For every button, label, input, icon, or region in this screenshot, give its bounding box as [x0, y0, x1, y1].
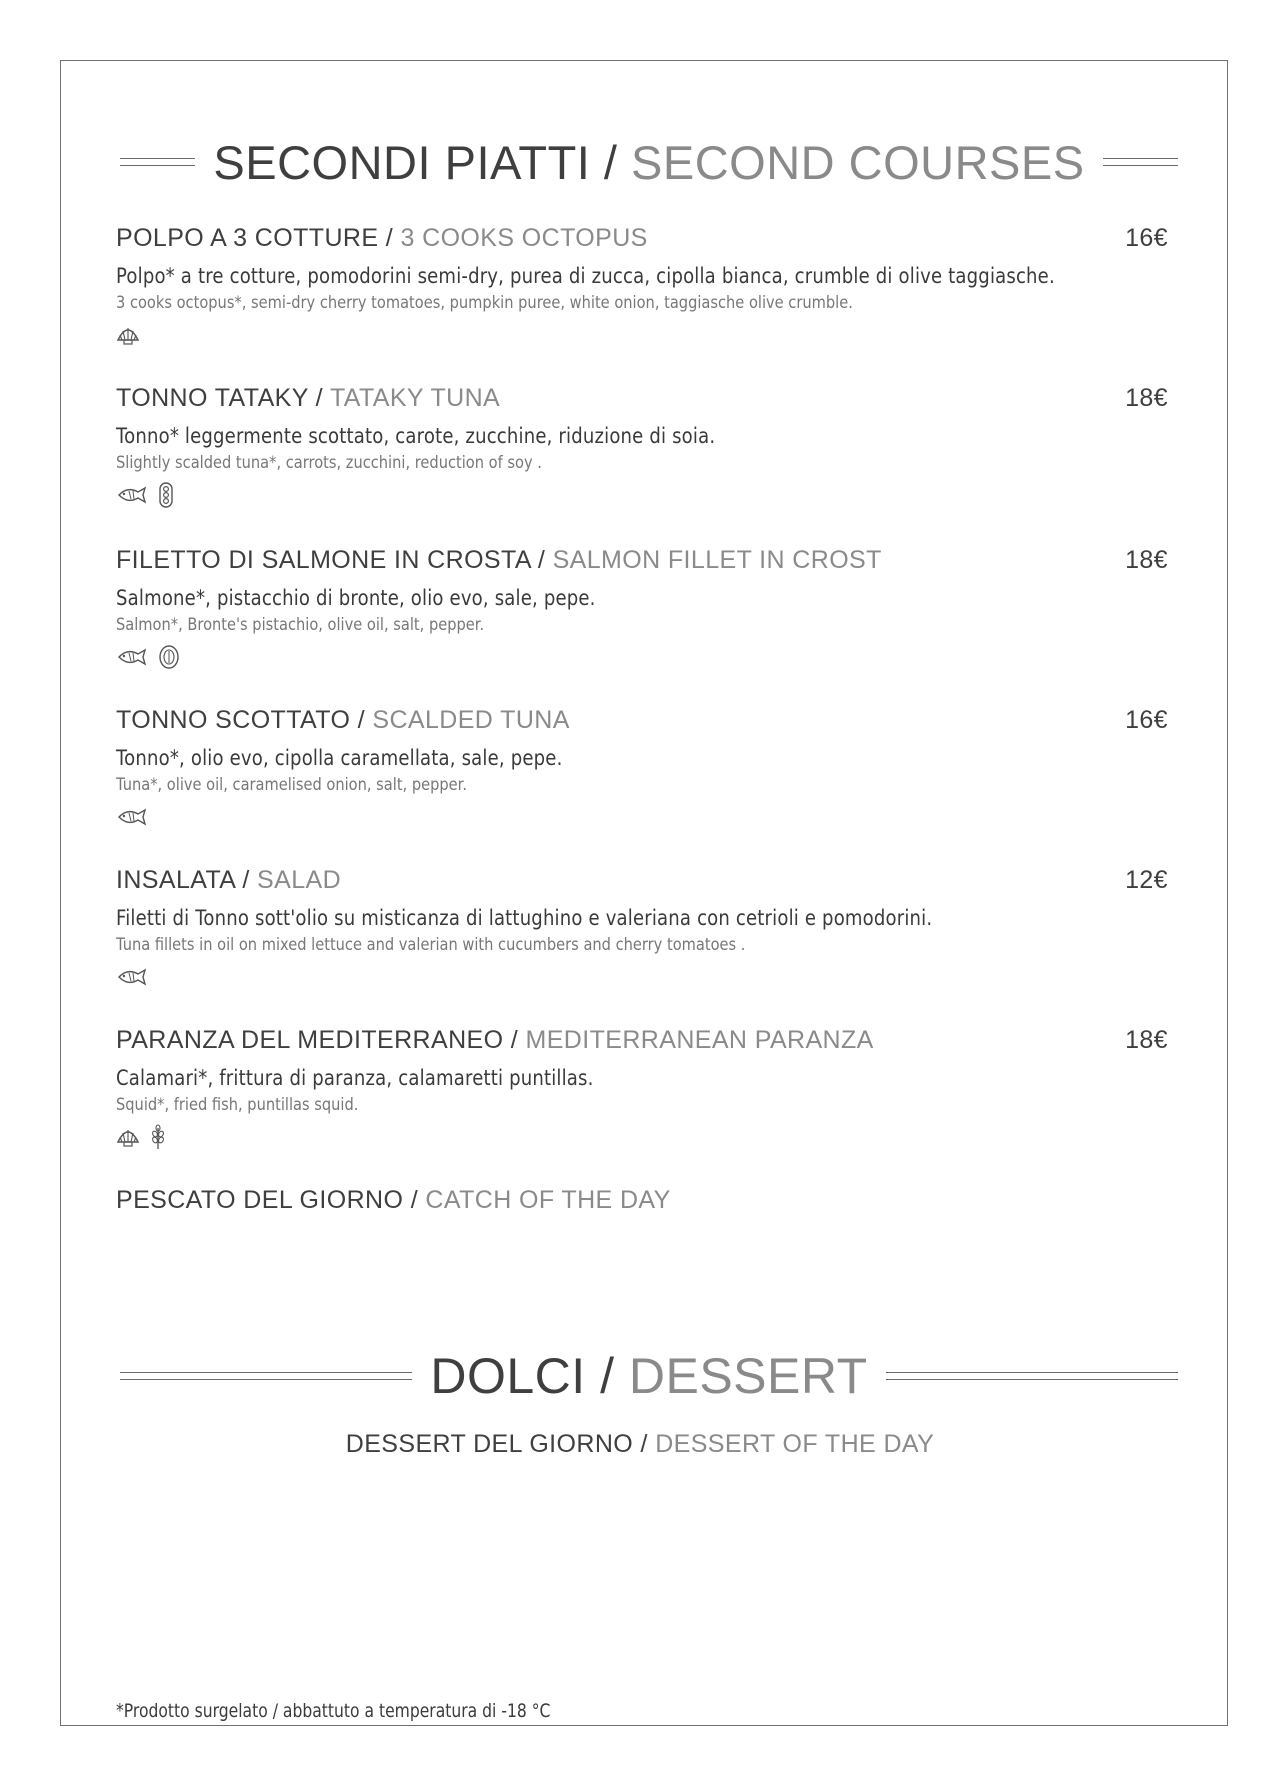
menu-item — [116, 706, 1178, 831]
title-rule-left — [120, 1372, 412, 1380]
menu-item — [116, 384, 1178, 509]
allergen-icons — [116, 1123, 1178, 1151]
menu-item-catch-of-day — [116, 1186, 1178, 1220]
item-name-english: SALAD — [257, 866, 342, 894]
item-description-italian: Calamari*, frittura di paranza, calamaretti puntillas. — [116, 1066, 594, 1090]
soy-icon — [158, 481, 174, 509]
item-price: 16€ — [1125, 706, 1168, 734]
item-description-english: Tuna fillets in oil on mixed lettuce and valerian with cucumbers and cherry tomatoes . — [116, 935, 746, 955]
fish-icon — [116, 647, 148, 667]
item-description-english: Salmon*, Bronte's pistachio, olive oil, salt, pepper. — [116, 615, 485, 635]
item-name-english: TATAKY TUNA — [329, 384, 501, 412]
item-name-italian: FILETTO DI SALMONE IN CROSTA / — [116, 546, 546, 574]
title-rule-right — [1103, 158, 1178, 166]
fish-icon — [116, 967, 148, 987]
shellfish-icon — [116, 324, 140, 346]
title-english: DESSERT — [628, 1348, 868, 1404]
allergen-icons — [116, 803, 1178, 831]
menu-item-name — [116, 224, 1178, 258]
item-name-italian: TONNO SCOTTATO / — [116, 706, 366, 734]
item-description-italian: Filetti di Tonno sott'olio su misticanza di lattughino e valeriana con cetrioli e pomodorini. — [116, 906, 933, 930]
shellfish-icon — [116, 1126, 140, 1148]
item-name-italian: POLPO A 3 COTTURE / — [116, 224, 394, 252]
item-name-italian: DESSERT DEL GIORNO / — [345, 1430, 648, 1458]
section-title-secondi — [120, 132, 1178, 192]
menu-item — [116, 1026, 1178, 1151]
item-name-english: SCALDED TUNA — [372, 706, 570, 734]
title-english: SECOND COURSES — [631, 135, 1085, 189]
menu-item-name — [116, 1186, 1178, 1220]
item-description-italian: Tonno*, olio evo, cipolla caramellata, sale, pepe. — [116, 746, 563, 770]
item-name-italian: PARANZA DEL MEDITERRANEO / — [116, 1026, 519, 1054]
title-rule-right — [886, 1372, 1178, 1380]
item-description-italian: Polpo* a tre cotture, pomodorini semi-dry, purea di zucca, cipolla bianca, crumble di olive taggiasche. — [116, 264, 1055, 288]
menu-item-name — [116, 1026, 1178, 1060]
allergen-icons — [116, 321, 1178, 349]
item-description-italian: Salmone*, pistacchio di bronte, olio evo, sale, pepe. — [116, 586, 596, 610]
item-description-english: 3 cooks octopus*, semi-dry cherry tomatoes, pumpkin puree, white onion, taggiasche olive crumble. — [116, 293, 853, 313]
item-price: 18€ — [1125, 546, 1168, 574]
section-title-text — [195, 135, 1102, 190]
item-name-english: 3 COOKS OCTOPUS — [400, 224, 648, 252]
menu-item-name — [116, 546, 1178, 580]
menu-item-name — [116, 384, 1178, 418]
allergen-icons — [116, 643, 1178, 671]
item-name-english: CATCH OF THE DAY — [425, 1186, 671, 1214]
item-name-italian: INSALATA / — [116, 866, 250, 894]
item-description-english: Squid*, fried fish, puntillas squid. — [116, 1095, 359, 1115]
item-name-italian: PESCATO DEL GIORNO / — [116, 1186, 419, 1214]
frozen-product-footnote: *Prodotto surgelato / abbattuto a temperatura di -18 °C — [116, 1700, 551, 1722]
item-description-italian: Tonno* leggermente scottato, carote, zucchine, riduzione di soia. — [116, 424, 716, 448]
item-price: 18€ — [1125, 384, 1168, 412]
item-name-english: DESSERT OF THE DAY — [655, 1430, 935, 1458]
item-price: 16€ — [1125, 224, 1168, 252]
item-description-english: Tuna*, olive oil, caramelised onion, salt, pepper. — [116, 775, 467, 795]
nuts-icon — [158, 644, 180, 670]
menu-item-name — [116, 706, 1178, 740]
menu-item — [116, 224, 1178, 349]
item-name-italian: TONNO TATAKY / — [116, 384, 324, 412]
item-price: 12€ — [1125, 866, 1168, 894]
item-name-english: MEDITERRANEAN PARANZA — [525, 1026, 874, 1054]
fish-icon — [116, 485, 148, 505]
title-rule-left — [120, 158, 195, 166]
menu-item — [116, 546, 1178, 671]
title-italian: DOLCI / — [430, 1348, 615, 1404]
menu-item-dessert-of-day — [0, 1430, 1280, 1459]
menu-item — [116, 866, 1178, 991]
section-title-dolci — [120, 1346, 1178, 1406]
gluten-icon — [150, 1124, 166, 1150]
menu-item-name — [116, 866, 1178, 900]
item-name-english: SALMON FILLET IN CROST — [552, 546, 882, 574]
allergen-icons — [116, 963, 1178, 991]
allergen-icons — [116, 481, 1178, 509]
section-title-text — [412, 1347, 885, 1405]
item-price: 18€ — [1125, 1026, 1168, 1054]
item-description-english: Slightly scalded tuna*, carrots, zucchini, reduction of soy . — [116, 453, 542, 473]
fish-icon — [116, 807, 148, 827]
title-italian: SECONDI PIATTI / — [213, 135, 618, 189]
